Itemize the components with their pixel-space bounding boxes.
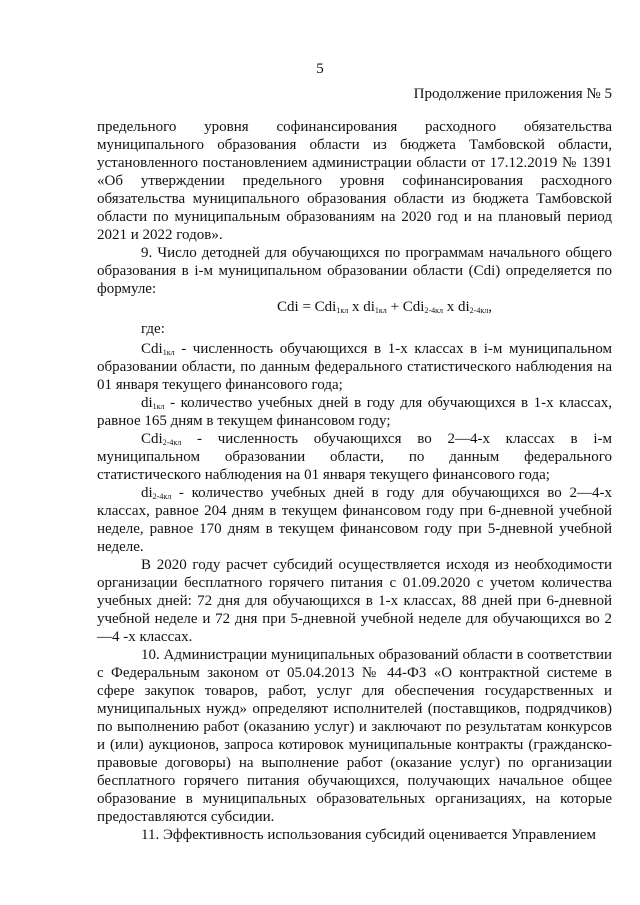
appendix-continuation-header: Продолжение приложения № 5	[413, 86, 612, 102]
formula-term1-sub: 1кл	[336, 306, 349, 315]
paragraph-item-11: 11. Эффективность использования субсидий оценивается Управлением	[141, 827, 596, 843]
definition-symbol-sub: 1кл	[162, 348, 175, 357]
definition-symbol-sub: 2-4кл	[162, 438, 182, 447]
definition-text: - количество учебных дней в году для обучающихся в 1-х классах, равное 165 дням в текущем финансовом году;	[97, 395, 612, 429]
definition-text: - количество учебных дней в году для обучающихся во 2—4-х классах, равное 204 дням в текущем финансовом году при 6-дневной учебной неделе, равное 170 дням в текущем финансовом году при 5-дневной учебной неделе.	[97, 485, 612, 555]
formula-term1: Cdi	[314, 299, 337, 315]
document-body	[97, 118, 612, 844]
formula-equals: =	[298, 299, 315, 315]
definition-symbol-sub: 2-4кл	[152, 492, 172, 501]
definition-cdi-1kl	[97, 340, 612, 394]
definition-text: - численность обучающихся во 2—4-х классах в i-м муниципальном образовании области, по данным федерального статистического наблюдения на 01 января текущего финансового года;	[97, 431, 612, 483]
definition-cdi-2-4kl	[97, 430, 612, 484]
formula-mult1: x di	[348, 299, 375, 315]
definition-text: - численность обучающихся в 1-х классах в i-м муниципальном образовании области, по данным федерального статистического наблюдения на 01 января текущего финансового года;	[97, 341, 612, 393]
definition-di-1kl	[97, 394, 612, 430]
paragraph-cofinancing: предельного уровня софинансирования расходного обязательства муниципального образования области из бюджета Тамбовской области, установленного постановлением администрации области от 17.12.2019 № 1391 «Об утверждении предельного уровня софинансирования расходного обязательства муниципального образования области из бюджета Тамбовской области по муниципальным образованиям на 2020 год и на плановый период 2021 и 2022 годов».	[97, 119, 612, 243]
paragraph-item-9: 9. Число детодней для обучающихся по программам начального общего образования в i-м муниципальном образовании области (Cdi) определяется по формуле:	[97, 245, 612, 297]
formula-mult1-sub: 1кл	[374, 306, 387, 315]
formula-mult2-sub: 2-4кл	[469, 306, 489, 315]
formula-mult2: x di	[443, 299, 470, 315]
definition-di-2-4kl	[97, 484, 612, 556]
where-label: где:	[141, 321, 165, 337]
formula-cdi	[97, 298, 612, 316]
definition-symbol-sub: 1кл	[152, 402, 165, 411]
definition-symbol: Cdi	[141, 341, 163, 357]
paragraph-2020-calculation: В 2020 году расчет субсидий осуществляется исходя из необходимости организации бесплатного горячего питания с 01.09.2020 с учетом количества учебных дней: 72 дня для обучающихся в 1-х классах, 88 дней при 6-дневной учебной неделе и 72 дня при 5-дневной учебной неделе для обучающихся во 2—4 -х классах.	[97, 557, 612, 645]
page-number: 5	[316, 61, 324, 77]
formula-plus-term: + Cdi	[386, 299, 425, 315]
paragraph-item-10: 10. Администрации муниципальных образований области в соответствии с Федеральным законом от 05.04.2013 № 44-ФЗ «О контрактной системе в сфере закупок товаров, работ, услуг для обеспечения государственных и муниципальных нужд» определяют исполнителей (поставщиков, подрядчиков) по выполнению работ (оказанию услуг) и заключают по результатам конкурсов и (или) аукционов, запроса котировок муниципальные контракты (гражданско-правовые договоры) на выполнение работ (оказание услуг) по организации бесплатного горячего питания обучающихся, получающих начальное общее образование в муниципальных образовательных организациях, на которые предоставляются субсидии.	[97, 647, 613, 825]
formula-plus-sub: 2-4кл	[424, 306, 443, 315]
formula-end: ,	[488, 299, 492, 315]
definition-symbol: di	[141, 485, 153, 501]
formula-lhs: Cdi	[277, 299, 299, 315]
definition-symbol: Cdi	[141, 431, 163, 447]
definition-symbol: di	[141, 395, 153, 411]
